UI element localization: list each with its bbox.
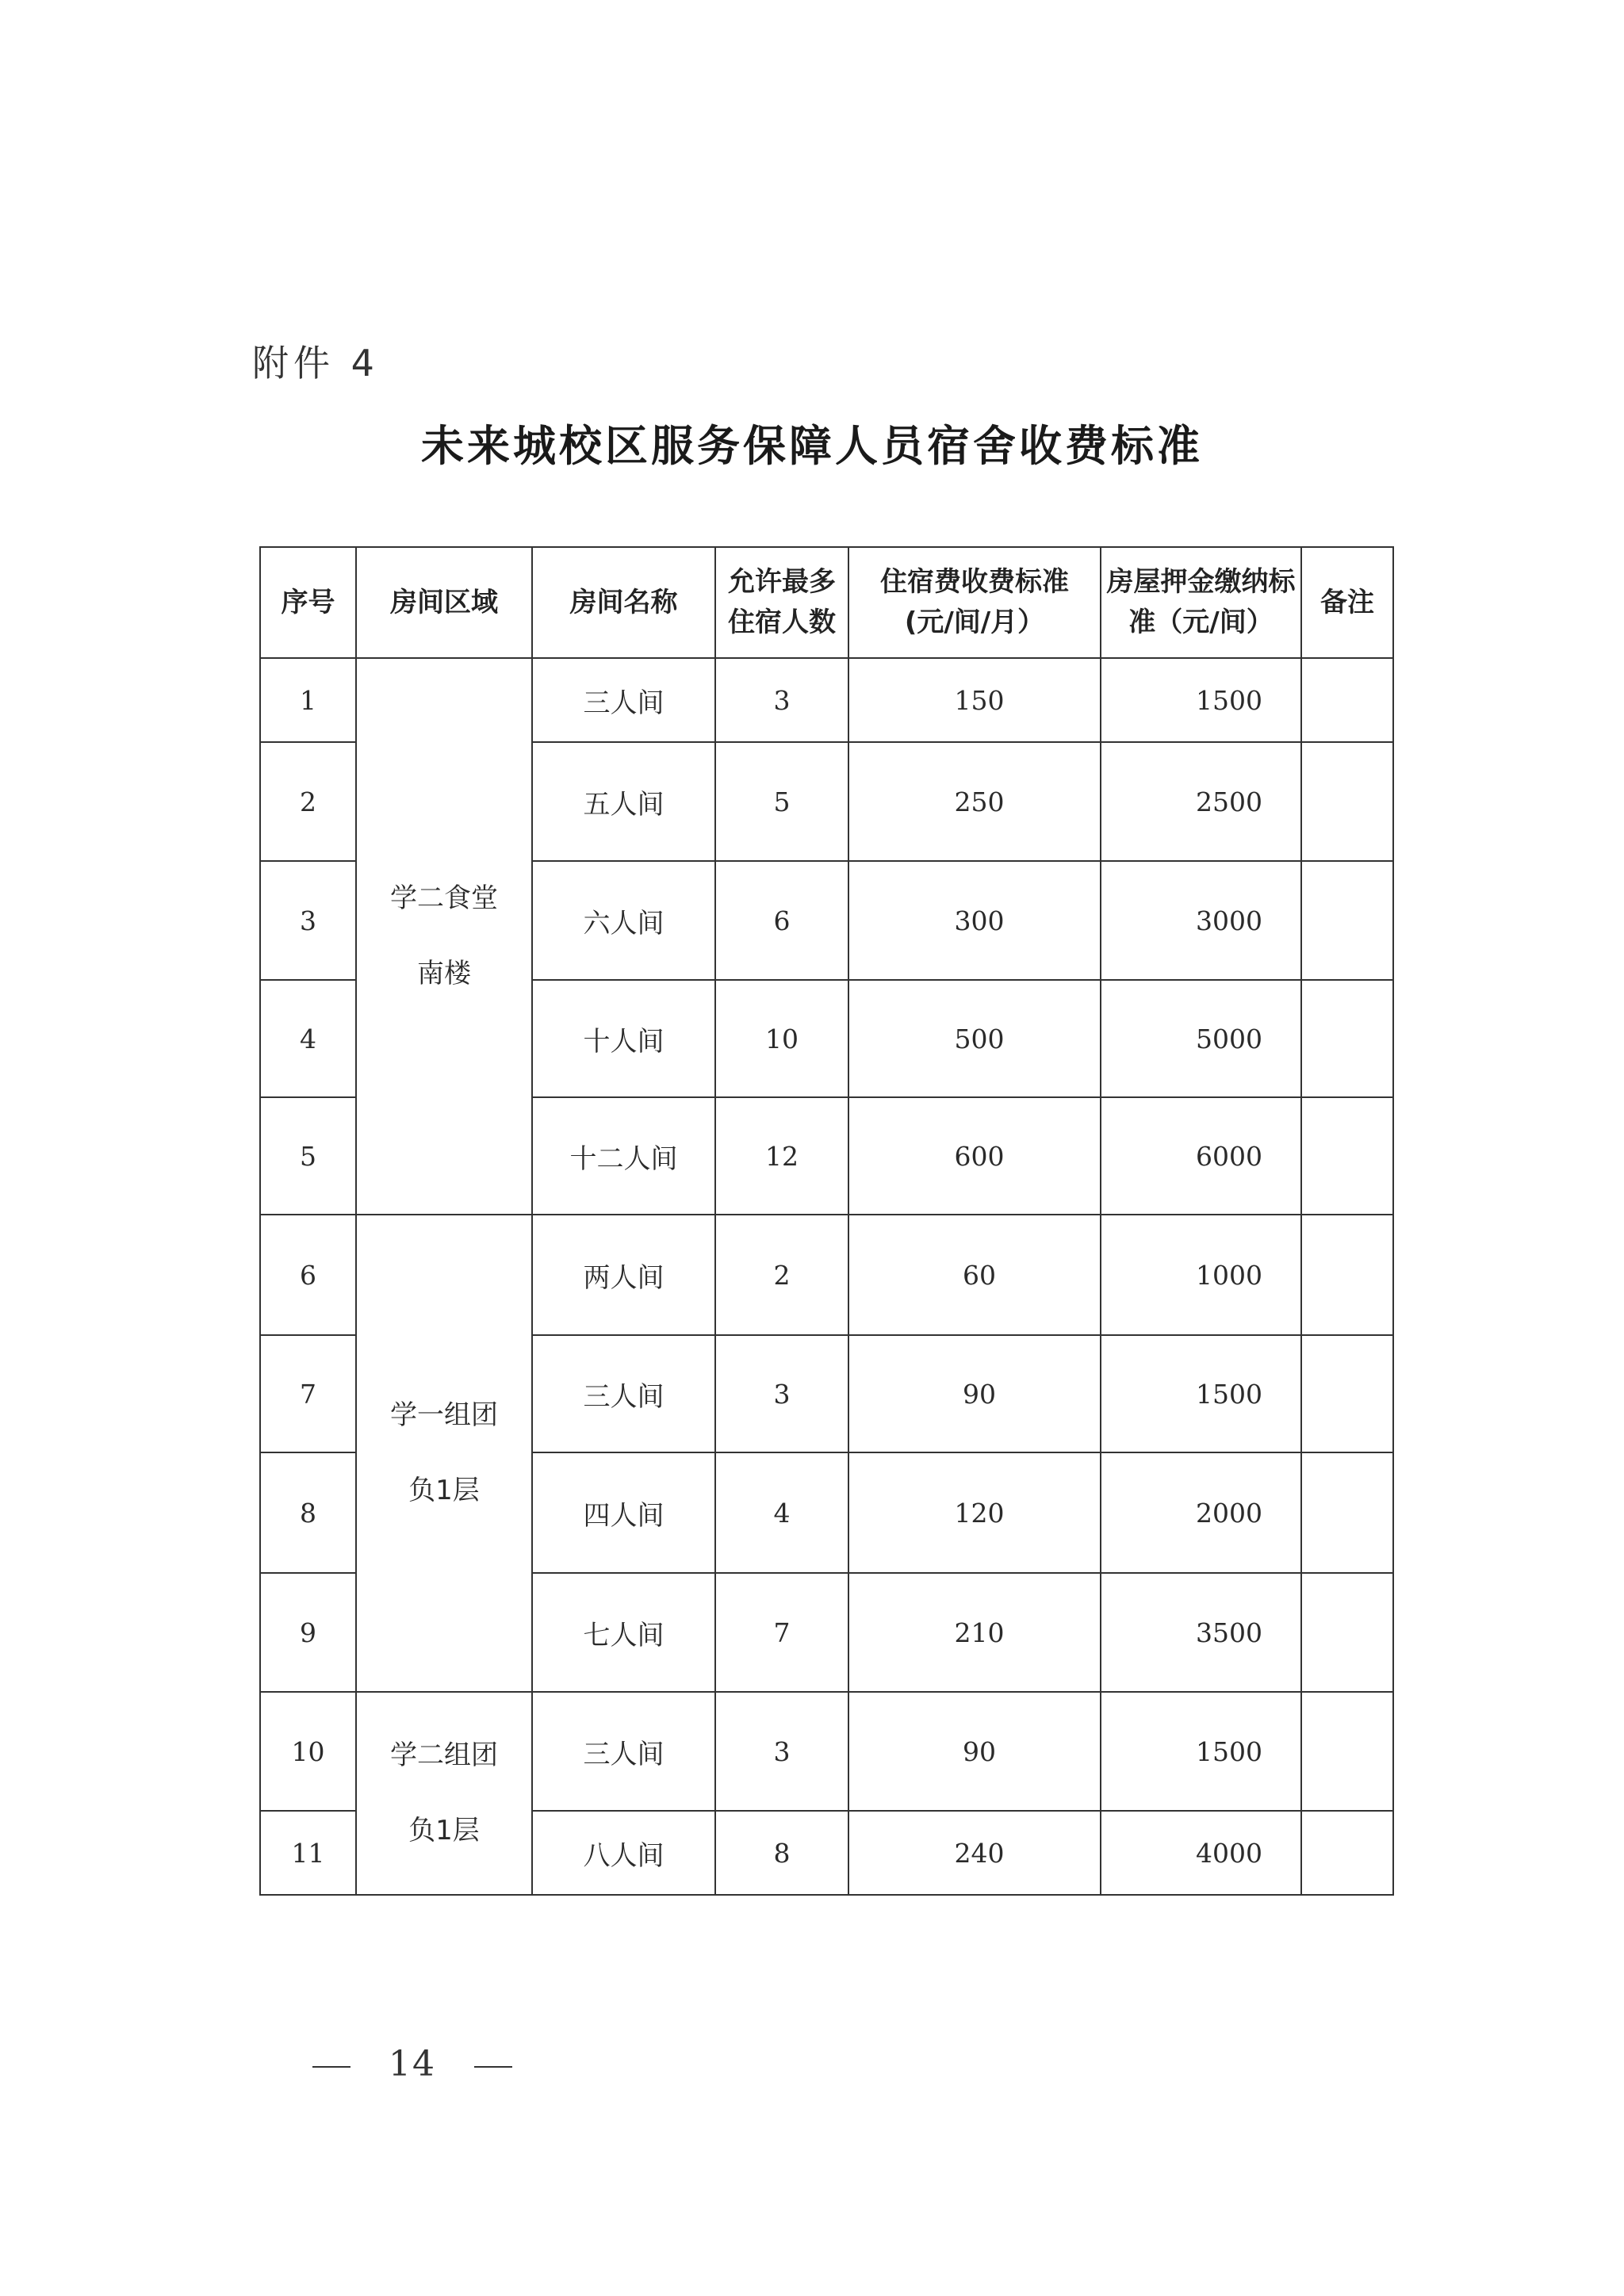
cell-serial: 5 (260, 1097, 356, 1215)
cell-max-occupants: 8 (715, 1811, 848, 1895)
cell-fee: 600 (848, 1097, 1101, 1215)
document-title: 未来城校区服务保障人员宿舍收费标准 (421, 420, 1203, 471)
cell-fee: 300 (848, 861, 1101, 980)
cell-room-name: 两人间 (532, 1215, 715, 1335)
cell-remarks (1301, 980, 1393, 1097)
cell-remarks (1301, 742, 1393, 861)
cell-serial: 7 (260, 1335, 356, 1452)
footer-dash-left (312, 2066, 350, 2068)
cell-fee: 210 (848, 1573, 1101, 1692)
cell-deposit: 2500 (1101, 742, 1301, 861)
cell-deposit: 1500 (1101, 1692, 1301, 1811)
cell-fee: 500 (848, 980, 1101, 1097)
table-row (260, 1692, 1393, 1811)
cell-remarks (1301, 1811, 1393, 1895)
cell-room-name: 七人间 (532, 1573, 715, 1692)
header-deposit-standard: 房屋押金缴纳标 准（元/间） (1101, 547, 1301, 658)
cell-fee: 150 (848, 658, 1101, 742)
cell-max-occupants: 6 (715, 861, 848, 980)
cell-deposit: 1500 (1101, 1335, 1301, 1452)
cell-serial: 9 (260, 1573, 356, 1692)
cell-max-occupants: 2 (715, 1215, 848, 1335)
header-max-occupants: 允许最多 住宿人数 (715, 547, 848, 658)
cell-remarks (1301, 658, 1393, 742)
cell-room-name: 三人间 (532, 1692, 715, 1811)
cell-max-occupants: 3 (715, 1692, 848, 1811)
cell-fee: 240 (848, 1811, 1101, 1895)
table-row (260, 658, 1393, 742)
cell-room-name: 六人间 (532, 861, 715, 980)
cell-remarks (1301, 1573, 1393, 1692)
table-row (260, 1215, 1393, 1335)
header-area: 房间区域 (356, 547, 532, 658)
cell-room-name: 八人间 (532, 1811, 715, 1895)
cell-fee: 90 (848, 1692, 1101, 1811)
cell-room-area: 学二组团 负1层 (356, 1692, 532, 1895)
cell-max-occupants: 4 (715, 1452, 848, 1573)
cell-max-occupants: 5 (715, 742, 848, 861)
footer-dash-right (474, 2066, 512, 2068)
cell-remarks (1301, 1335, 1393, 1452)
cell-deposit: 6000 (1101, 1097, 1301, 1215)
header-remarks: 备注 (1301, 547, 1393, 658)
cell-deposit: 3000 (1101, 861, 1301, 980)
cell-remarks (1301, 861, 1393, 980)
attachment-label: 附件 4 (252, 342, 379, 385)
cell-deposit: 1500 (1101, 658, 1301, 742)
cell-room-name: 五人间 (532, 742, 715, 861)
header-fee-standard: 住宿费收费标准 (元/间/月） (848, 547, 1101, 658)
table-header-row (260, 547, 1393, 658)
cell-room-name: 三人间 (532, 1335, 715, 1452)
cell-fee: 250 (848, 742, 1101, 861)
cell-remarks (1301, 1215, 1393, 1335)
cell-room-name: 三人间 (532, 658, 715, 742)
cell-max-occupants: 10 (715, 980, 848, 1097)
header-serial: 序号 (260, 547, 356, 658)
cell-remarks (1301, 1452, 1393, 1573)
cell-serial: 2 (260, 742, 356, 861)
fee-standard-table (259, 546, 1394, 1896)
cell-room-area: 学一组团 负1层 (356, 1215, 532, 1692)
cell-serial: 6 (260, 1215, 356, 1335)
cell-room-name: 四人间 (532, 1452, 715, 1573)
table-body (260, 658, 1393, 1895)
cell-room-name: 十人间 (532, 980, 715, 1097)
cell-deposit: 5000 (1101, 980, 1301, 1097)
cell-max-occupants: 3 (715, 658, 848, 742)
cell-fee: 120 (848, 1452, 1101, 1573)
page-number: 14 (389, 2044, 436, 2084)
cell-serial: 10 (260, 1692, 356, 1811)
cell-max-occupants: 3 (715, 1335, 848, 1452)
cell-remarks (1301, 1692, 1393, 1811)
cell-max-occupants: 12 (715, 1097, 848, 1215)
cell-deposit: 4000 (1101, 1811, 1301, 1895)
cell-serial: 11 (260, 1811, 356, 1895)
cell-fee: 90 (848, 1335, 1101, 1452)
cell-serial: 3 (260, 861, 356, 980)
cell-deposit: 3500 (1101, 1573, 1301, 1692)
cell-remarks (1301, 1097, 1393, 1215)
cell-serial: 4 (260, 980, 356, 1097)
cell-deposit: 2000 (1101, 1452, 1301, 1573)
cell-room-name: 十二人间 (532, 1097, 715, 1215)
cell-deposit: 1000 (1101, 1215, 1301, 1335)
cell-room-area: 学二食堂 南楼 (356, 658, 532, 1215)
cell-max-occupants: 7 (715, 1573, 848, 1692)
cell-serial: 1 (260, 658, 356, 742)
cell-fee: 60 (848, 1215, 1101, 1335)
page-footer (287, 2044, 538, 2084)
header-room-name: 房间名称 (532, 547, 715, 658)
cell-serial: 8 (260, 1452, 356, 1573)
